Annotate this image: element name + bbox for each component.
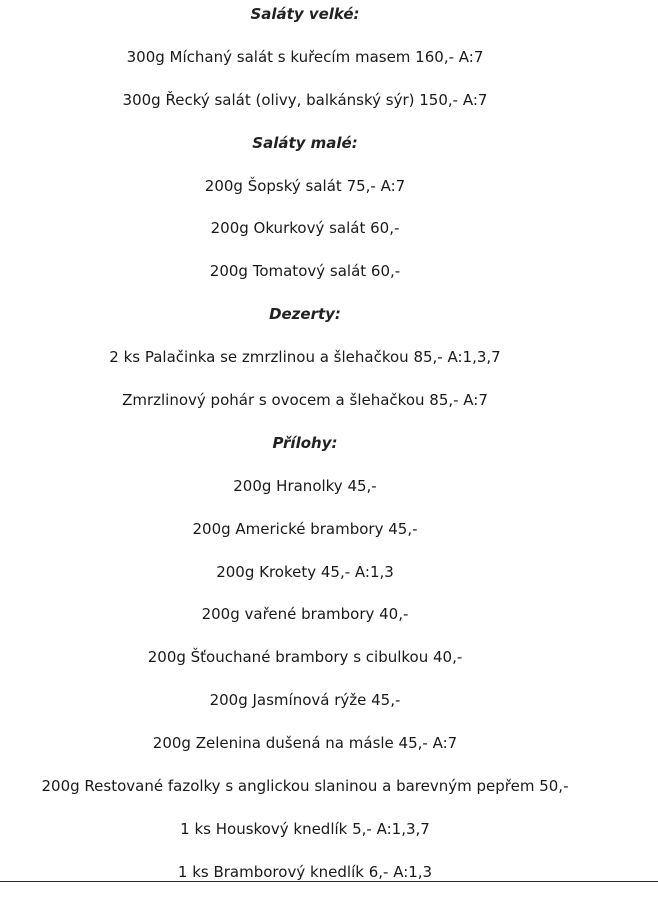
menu-item: 200g vařené brambory 40,-	[201, 605, 409, 624]
menu-item: 2 ks Palačinka se zmrzlinou a šlehačkou 85,- A:1,3,7	[109, 348, 501, 367]
section-dezerty	[0, 300, 610, 429]
menu-item: 300g Řecký salát (olivy, balkánský sýr) 150,- A:7	[122, 90, 488, 109]
section-salaty-velke	[0, 0, 610, 129]
section-heading: Saláty velké:	[250, 5, 360, 23]
section-heading: Saláty malé:	[252, 133, 358, 152]
menu-item: 200g Jasmínová rýže 45,-	[209, 691, 401, 710]
menu-item: 1 ks Houskový knedlík 5,- A:1,3,7	[180, 819, 430, 838]
menu-item: 200g Krokety 45,- A:1,3	[216, 562, 394, 581]
menu-item: 200g Hranolky 45,-	[233, 476, 377, 495]
menu-item: 300g Míchaný salát s kuřecím masem 160,- A:7	[126, 47, 484, 66]
menu-item: 1 ks Bramborový knedlík 6,- A:1,3	[177, 862, 433, 881]
section-salaty-male	[0, 129, 610, 301]
menu-item: 200g Restované fazolky s anglickou slaninou a barevným pepřem 50,-	[41, 777, 569, 796]
menu-item: 200g Okurkový salát 60,-	[210, 219, 400, 238]
menu-item: 200g Šopský salát 75,- A:7	[204, 176, 406, 195]
menu-item: Zmrzlinový pohár s ovocem a šlehačkou 85,- A:7	[122, 391, 488, 410]
menu-item: 200g Americké brambory 45,-	[192, 519, 418, 538]
menu-item: 200g Tomatový salát 60,-	[209, 262, 401, 281]
menu-item: 200g Šťouchané brambory s cibulkou 40,-	[147, 648, 463, 667]
menu-item: 200g Zelenina dušená na másle 45,- A:7	[152, 734, 458, 753]
section-prilohy	[0, 429, 610, 901]
section-heading: Dezerty:	[269, 305, 341, 324]
section-heading: Přílohy:	[272, 433, 338, 452]
